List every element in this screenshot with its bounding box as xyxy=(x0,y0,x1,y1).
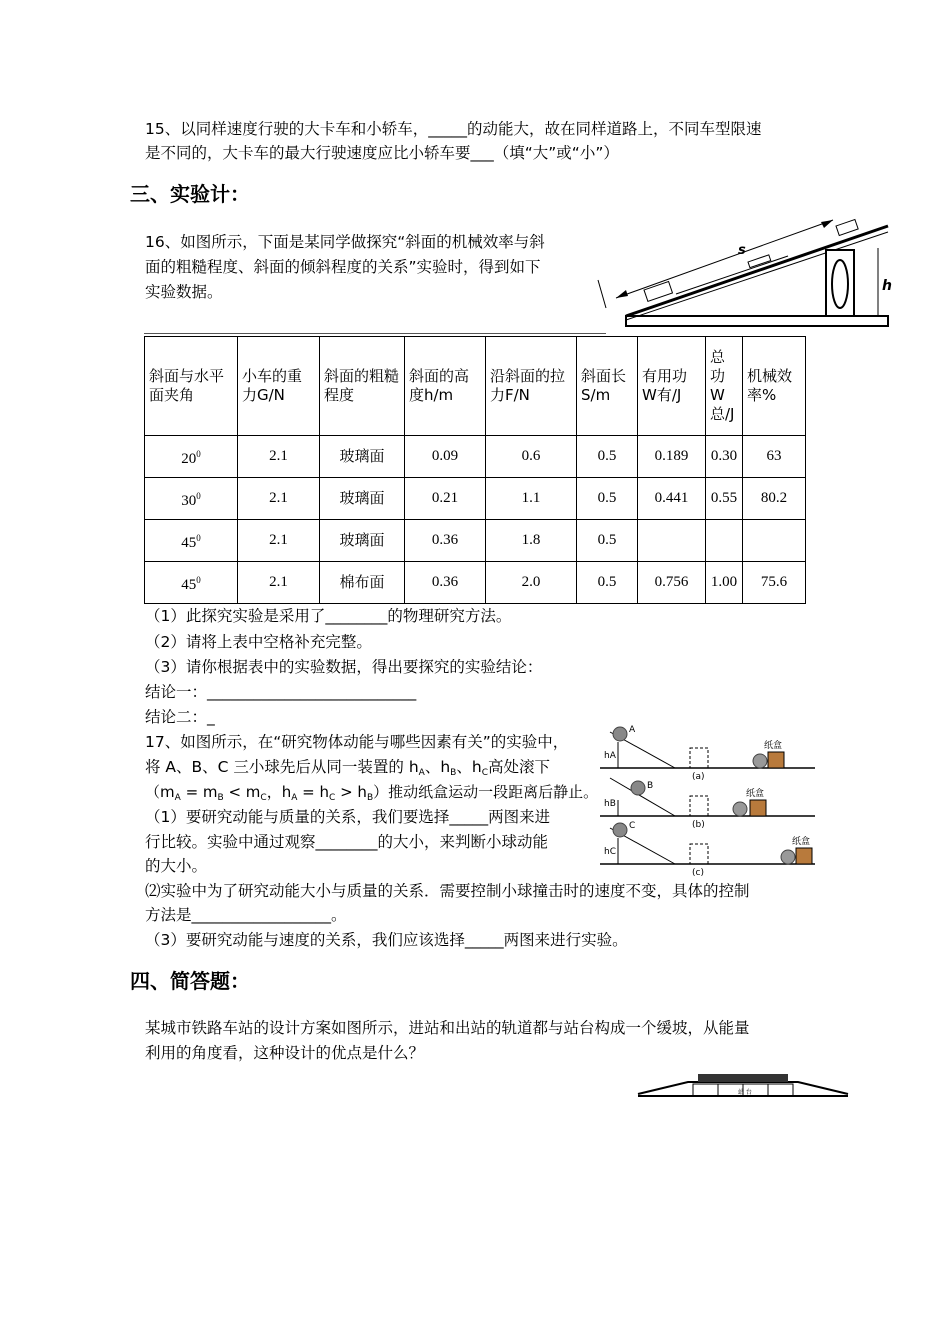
table-row xyxy=(145,436,806,478)
header-angle: 斜面与水平面夹角 xyxy=(145,337,238,436)
table-cell: 80.2 xyxy=(743,478,806,520)
subscript: B xyxy=(450,768,457,778)
header-total-work: 总功W总/J xyxy=(706,337,743,436)
degree-mark: 0 xyxy=(196,532,201,543)
height-label: hA xyxy=(604,751,616,761)
conclusion-1[interactable]: 结论一：___________________________ xyxy=(145,683,417,701)
table-cell: 0.09 xyxy=(405,436,486,478)
angle-value: 30 xyxy=(181,492,197,509)
section-3-heading: 三、实验计： xyxy=(130,182,250,206)
height-label: hC xyxy=(604,847,616,857)
platform-label: 站 台 xyxy=(738,1089,752,1096)
panel-label: (a) xyxy=(692,772,705,782)
ball-label: B xyxy=(647,781,654,791)
header-length: 斜面长S/m xyxy=(577,337,638,436)
h-label: h xyxy=(882,278,892,294)
q15-line-2: 是不同的，大卡车的最大行驶速度应比小轿车要___（填“大”或“小”） xyxy=(145,144,619,162)
table-cell: 0.756 xyxy=(638,562,706,604)
subscript: C xyxy=(481,768,488,778)
q18-line-1: 某城市铁路车站的设计方案如图所示，进站和出站的轨道都与站台构成一个缓坡，从能量 xyxy=(145,1019,750,1037)
q16-line-3: 实验数据。 xyxy=(145,283,223,301)
ball xyxy=(781,850,795,864)
q17-line-4: （1）要研究动能与质量的关系，我们要选择_____两图来进 xyxy=(145,808,551,826)
angle-value: 45 xyxy=(181,576,197,593)
table-cell: 0.5 xyxy=(577,478,638,520)
text-segment: = m xyxy=(180,783,218,801)
q17-line-9: （3）要研究动能与速度的关系，我们应该选择_____两图来进行实验。 xyxy=(145,931,628,949)
table-cell xyxy=(145,436,238,478)
table-cell: 0.21 xyxy=(405,478,486,520)
table-cell: 玻璃面 xyxy=(320,436,405,478)
text-segment: > h xyxy=(335,783,367,801)
table-cell: 棉布面 xyxy=(320,562,405,604)
experiment-data-table xyxy=(144,336,806,604)
header-roughness: 斜面的粗糙程度 xyxy=(320,337,405,436)
q16-sub-1: （1）此探究实验是采用了________的物理研究方法。 xyxy=(145,607,512,625)
panel-label: (c) xyxy=(692,868,704,878)
ball-ramp-figure xyxy=(600,722,820,878)
table-cell: 0.30 xyxy=(706,436,743,478)
paper-box-label: 纸盒 xyxy=(746,789,765,799)
ball-label: A xyxy=(629,725,636,735)
subscript: B xyxy=(366,793,374,803)
q17-line-5: 行比较。实验中通过观察________的大小，来判断小球动能 xyxy=(145,833,549,851)
q16-sub-3: （3）请你根据表中的实验数据，得出要探究的实验结论： xyxy=(145,658,543,676)
table-cell: 玻璃面 xyxy=(320,478,405,520)
table-cell[interactable] xyxy=(743,520,806,562)
degree-mark: 0 xyxy=(196,490,201,501)
paper-box-label: 纸盒 xyxy=(792,837,811,847)
table-cell xyxy=(145,520,238,562)
table-cell[interactable] xyxy=(706,520,743,562)
subscript: C xyxy=(329,793,336,803)
table-cell: 1.00 xyxy=(706,562,743,604)
angle-value: 20 xyxy=(181,450,197,467)
table-row xyxy=(145,520,806,562)
header-height: 斜面的高度h/m xyxy=(405,337,486,436)
q17-line-6: 的大小。 xyxy=(145,857,208,875)
ball xyxy=(753,754,767,768)
box-start-outline xyxy=(690,844,708,864)
q18-line-2: 利用的角度看，这种设计的优点是什么？ xyxy=(145,1044,425,1062)
degree-mark: 0 xyxy=(196,574,201,585)
table-cell xyxy=(145,562,238,604)
subscript: C xyxy=(260,793,267,803)
subscript: A xyxy=(174,793,181,803)
text-segment: ）推动纸盒运动一段距离后静止。 xyxy=(373,783,599,801)
q15-line-1: 15、以同样速度行驶的大卡车和小轿车，_____的动能大，故在同样道路上，不同车型限速 xyxy=(145,120,762,138)
table-cell: 0.441 xyxy=(638,478,706,520)
text-segment: （m xyxy=(145,783,175,801)
table-cell: 2.1 xyxy=(238,478,320,520)
table-cell: 2.1 xyxy=(238,436,320,478)
table-cell: 玻璃面 xyxy=(320,520,405,562)
table-row xyxy=(145,562,806,604)
table-cell: 75.6 xyxy=(743,562,806,604)
ball-B xyxy=(631,781,645,795)
text-segment: 高处滚下 xyxy=(487,758,550,776)
text-segment: ，h xyxy=(266,783,292,801)
subscript: A xyxy=(291,793,298,803)
box-start-outline xyxy=(690,796,708,816)
incline-figure xyxy=(598,208,893,330)
ball xyxy=(733,802,747,816)
box-start-outline xyxy=(690,748,708,768)
table-cell: 0.5 xyxy=(577,436,638,478)
q17-line-8: 方法是__________________。 xyxy=(145,906,347,924)
table-cell: 2.0 xyxy=(486,562,577,604)
station-figure xyxy=(638,1064,848,1100)
panel-label: (b) xyxy=(692,820,705,830)
q16-line-2: 面的粗糙程度、斜面的倾斜程度的关系”实验时，得到如下 xyxy=(145,258,541,276)
table-cell: 0.5 xyxy=(577,562,638,604)
text-segment: < m xyxy=(223,783,261,801)
table-cell: 0.5 xyxy=(577,520,638,562)
q16-line-1: 16、如图所示，下面是某同学做探究“斜面的机械效率与斜 xyxy=(145,233,545,251)
header-efficiency: 机械效率% xyxy=(743,337,806,436)
text-segment: 、h xyxy=(456,758,482,776)
q17-line-7: ⑵实验中为了研究动能大小与质量的关系．需要控制小球撞击时的速度不变，具体的控制 xyxy=(145,882,750,900)
q17-line-1: 17、如图所示，在“研究物体动能与哪些因素有关”的实验中， xyxy=(145,733,569,751)
subscript: B xyxy=(217,793,224,803)
table-cell: 2.1 xyxy=(238,520,320,562)
header-force: 沿斜面的拉力F/N xyxy=(486,337,577,436)
section-4-heading: 四、简答题： xyxy=(130,969,250,993)
table-cell: 0.55 xyxy=(706,478,743,520)
height-label: hB xyxy=(604,799,616,809)
table-cell: 1.1 xyxy=(486,478,577,520)
paper-box xyxy=(750,800,766,816)
table-row xyxy=(145,478,806,520)
table-cell xyxy=(145,478,238,520)
text-segment: 将 A、B、C 三小球先后从同一装置的 h xyxy=(145,758,419,776)
divider xyxy=(144,333,606,334)
subscript: A xyxy=(418,768,425,778)
ball-A xyxy=(613,727,627,741)
table-cell[interactable] xyxy=(638,520,706,562)
conclusion-2[interactable]: 结论二：_ xyxy=(145,708,215,726)
ball-label: C xyxy=(629,821,636,831)
paper-box xyxy=(796,848,812,864)
header-useful-work: 有用功W有/J xyxy=(638,337,706,436)
ball-C xyxy=(613,823,627,837)
header-weight: 小车的重力G/N xyxy=(238,337,320,436)
paper-box-label: 纸盒 xyxy=(764,741,783,751)
table-cell: 0.189 xyxy=(638,436,706,478)
paper-box xyxy=(768,752,784,768)
table-cell: 2.1 xyxy=(238,562,320,604)
table-cell: 0.6 xyxy=(486,436,577,478)
q16-sub-2: （2）请将上表中空格补充完整。 xyxy=(145,633,372,651)
degree-mark: 0 xyxy=(196,448,201,459)
table-cell: 1.8 xyxy=(486,520,577,562)
angle-value: 45 xyxy=(181,534,197,551)
text-segment: 、h xyxy=(424,758,451,776)
text-segment: = h xyxy=(297,783,330,801)
s-label: s xyxy=(738,243,746,258)
table-cell: 0.36 xyxy=(405,520,486,562)
table-header-row xyxy=(145,337,806,436)
table-cell: 0.36 xyxy=(405,562,486,604)
table-cell: 63 xyxy=(743,436,806,478)
